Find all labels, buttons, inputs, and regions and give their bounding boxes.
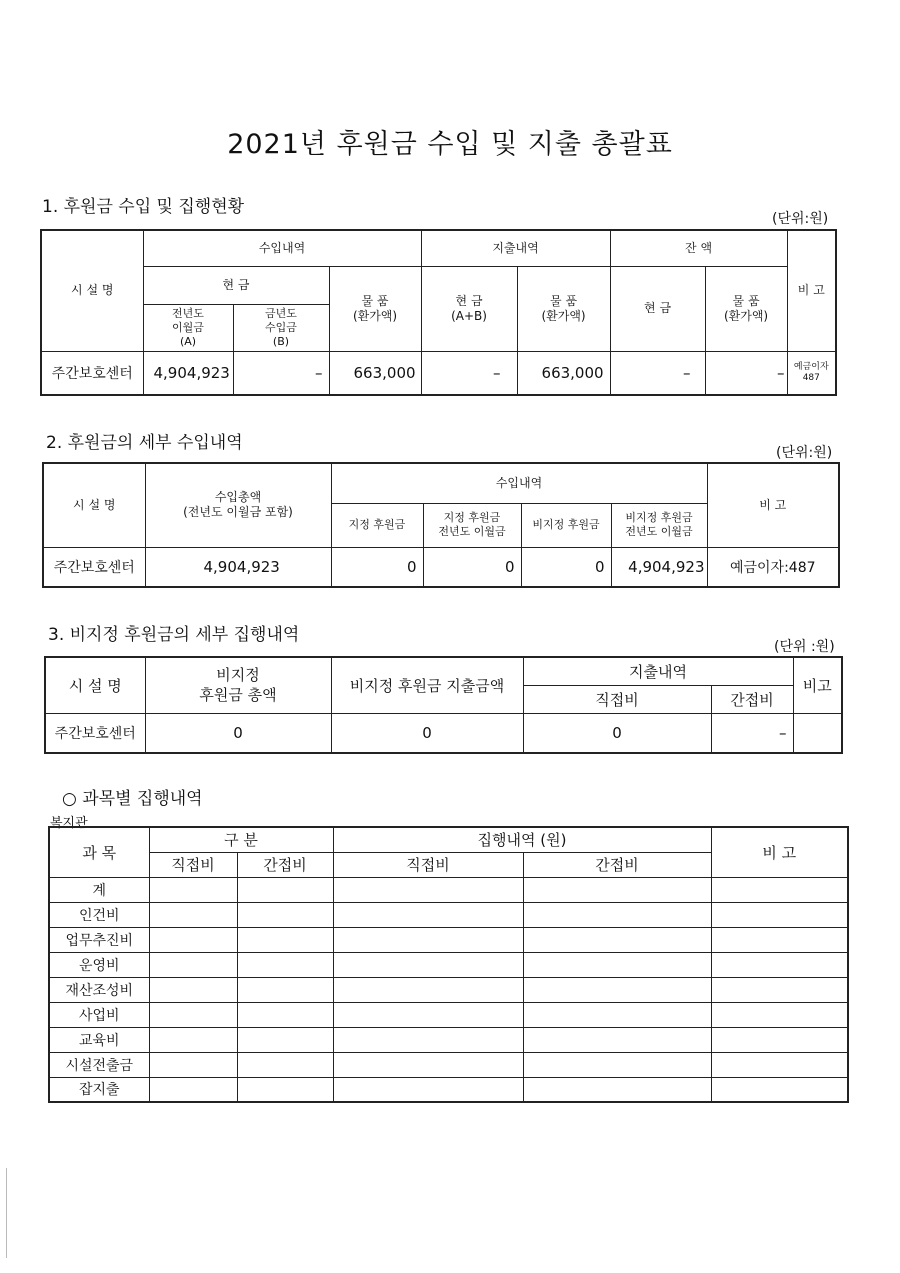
empty-cell (711, 977, 848, 1002)
empty-cell (333, 902, 523, 927)
income-detail-table (42, 462, 840, 588)
cell-bal-cash: – (610, 351, 705, 395)
subject-label: 계 (49, 877, 149, 902)
summary-table (40, 229, 837, 396)
cell-total: 0 (145, 713, 331, 753)
header-indirect: 간접비 (237, 852, 333, 877)
empty-cell (523, 1077, 711, 1102)
empty-cell (149, 902, 237, 927)
empty-cell (711, 927, 848, 952)
header-exec-direct: 직접비 (333, 852, 523, 877)
header-expense: 지출내역 (523, 657, 793, 685)
table-row (49, 902, 848, 927)
header-direct: 직접비 (523, 685, 711, 713)
empty-cell (333, 952, 523, 977)
empty-cell (333, 1052, 523, 1077)
empty-cell (523, 927, 711, 952)
header-goods: 물 품 (환가액) (329, 266, 421, 351)
empty-cell (523, 877, 711, 902)
header-indirect: 간접비 (711, 685, 793, 713)
empty-cell (149, 1052, 237, 1077)
empty-cell (333, 877, 523, 902)
header-category: 구 분 (149, 827, 333, 852)
table-row (49, 1052, 848, 1077)
empty-cell (237, 1027, 333, 1052)
cell-designated-prev: 0 (423, 547, 521, 587)
header-exec-indirect: 간접비 (523, 852, 711, 877)
cell-exp-goods: 663,000 (517, 351, 610, 395)
cell-spent: 0 (331, 713, 523, 753)
header-balance-cash: 현 금 (610, 266, 705, 351)
subject-label: 사업비 (49, 1002, 149, 1027)
empty-cell (149, 927, 237, 952)
empty-cell (149, 952, 237, 977)
header-undesignated-prev: 비지정 후원금 전년도 이월금 (611, 503, 707, 547)
table-row (49, 1077, 848, 1102)
header-prev-carryover: 전년도 이월금 (A) (143, 304, 233, 351)
header-income: 수입내역 (143, 230, 421, 266)
header-note: 비 고 (711, 827, 848, 877)
header-designated: 지정 후원금 (331, 503, 423, 547)
header-total-income: 수입총액 (전년도 이월금 포함) (145, 463, 331, 547)
empty-cell (149, 1027, 237, 1052)
cell-note (793, 713, 842, 753)
header-undesignated-total: 비지정 후원금 총액 (145, 657, 331, 713)
header-cash: 현 금 (143, 266, 329, 304)
header-current-income: 금년도 수입금 (B) (233, 304, 329, 351)
empty-cell (333, 927, 523, 952)
empty-cell (711, 1027, 848, 1052)
header-facility: 시 설 명 (45, 657, 145, 713)
header-note: 비 고 (707, 463, 839, 547)
cell-bal-goods: – (705, 351, 787, 395)
subject-label: 인건비 (49, 902, 149, 927)
subject-label: 운영비 (49, 952, 149, 977)
empty-cell (711, 1002, 848, 1027)
empty-cell (523, 1027, 711, 1052)
empty-cell (237, 877, 333, 902)
header-income: 수입내역 (331, 463, 707, 503)
cell-prev: 4,904,923 (143, 351, 233, 395)
header-note: 비고 (793, 657, 842, 713)
cell-note: 예금이자:487 (707, 547, 839, 587)
header-facility: 시 설 명 (41, 230, 143, 351)
section1-heading: 1. 후원금 수입 및 집행현황 (42, 197, 245, 217)
empty-cell (523, 902, 711, 927)
header-undesignated-spent: 비지정 후원금 지출금액 (331, 657, 523, 713)
empty-cell (237, 952, 333, 977)
page-title: 2021년 후원금 수입 및 지출 총괄표 (227, 129, 673, 160)
section2-heading: 2. 후원금의 세부 수입내역 (46, 433, 243, 453)
empty-cell (523, 952, 711, 977)
row-facility: 주간보호센터 (41, 351, 143, 395)
header-facility: 시 설 명 (43, 463, 145, 547)
empty-cell (149, 877, 237, 902)
row-facility: 주간보호센터 (43, 547, 145, 587)
empty-cell (711, 952, 848, 977)
empty-cell (237, 927, 333, 952)
table-row (49, 952, 848, 977)
table-row (49, 977, 848, 1002)
cell-goods: 663,000 (329, 351, 421, 395)
empty-cell (149, 1002, 237, 1027)
empty-cell (149, 977, 237, 1002)
header-note: 비 고 (787, 230, 836, 351)
subject-org-label: 복지관 (50, 816, 88, 831)
table-row (49, 1027, 848, 1052)
cell-designated: 0 (331, 547, 423, 587)
header-subject: 과 목 (49, 827, 149, 877)
header-execution: 집행내역 (원) (333, 827, 711, 852)
empty-cell (237, 1002, 333, 1027)
undesignated-expense-table (44, 656, 843, 754)
empty-cell (711, 1052, 848, 1077)
empty-cell (237, 1077, 333, 1102)
cell-direct: 0 (523, 713, 711, 753)
empty-cell (523, 1002, 711, 1027)
header-expense: 지출내역 (421, 230, 610, 266)
empty-cell (333, 977, 523, 1002)
empty-cell (237, 977, 333, 1002)
subject-label: 잡지출 (49, 1077, 149, 1102)
table-row (49, 1002, 848, 1027)
header-expense-cash: 현 금 (A+B) (421, 266, 517, 351)
cell-undesignated-prev: 4,904,923 (611, 547, 707, 587)
header-direct: 직접비 (149, 852, 237, 877)
empty-cell (237, 902, 333, 927)
section3-heading: 3. 비지정 후원금의 세부 집행내역 (48, 625, 300, 645)
empty-cell (711, 1077, 848, 1102)
section2-unit: (단위:원) (776, 445, 833, 461)
empty-cell (333, 1002, 523, 1027)
cell-curr: – (233, 351, 329, 395)
row-facility: 주간보호센터 (45, 713, 145, 753)
table-row (49, 927, 848, 952)
subject-label: 교육비 (49, 1027, 149, 1052)
header-balance-goods: 물 품 (환가액) (705, 266, 787, 351)
empty-cell (333, 1077, 523, 1102)
header-undesignated: 비지정 후원금 (521, 503, 611, 547)
subject-label: 시설전출금 (49, 1052, 149, 1077)
empty-cell (523, 1052, 711, 1077)
empty-cell (523, 977, 711, 1002)
cell-exp-cash: – (421, 351, 517, 395)
section3-unit: (단위 :원) (774, 639, 835, 655)
scan-edge-mark (6, 1168, 7, 1258)
cell-total: 4,904,923 (145, 547, 331, 587)
header-expense-goods: 물 품 (환가액) (517, 266, 610, 351)
subject-label: 재산조성비 (49, 977, 149, 1002)
cell-note: 예금이자 487 (787, 351, 836, 395)
empty-cell (333, 1027, 523, 1052)
empty-cell (237, 1052, 333, 1077)
subject-label: 업무추진비 (49, 927, 149, 952)
header-balance: 잔 액 (610, 230, 787, 266)
empty-cell (149, 1077, 237, 1102)
cell-indirect: – (711, 713, 793, 753)
subject-expense-table (48, 826, 849, 1103)
header-designated-prev: 지정 후원금 전년도 이월금 (423, 503, 521, 547)
subject-heading: ○ 과목별 집행내역 (62, 789, 203, 809)
table-row (49, 877, 848, 902)
empty-cell (711, 902, 848, 927)
empty-cell (711, 877, 848, 902)
cell-undesignated: 0 (521, 547, 611, 587)
section1-unit: (단위:원) (772, 211, 829, 227)
